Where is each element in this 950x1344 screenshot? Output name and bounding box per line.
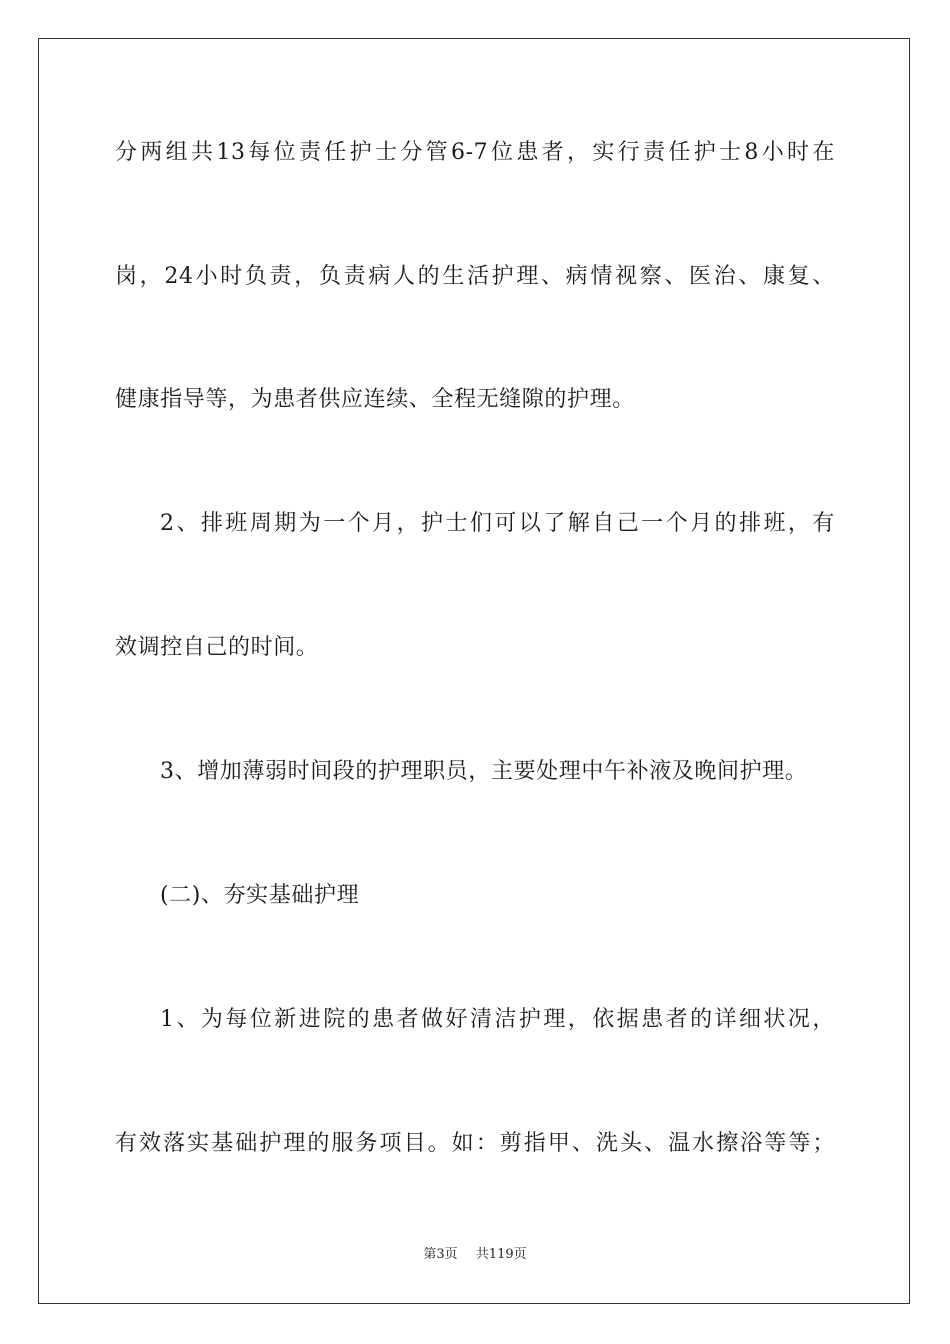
paragraph-line: 岗，24小时负责，负责病人的生活护理、病情视察、医治、康复、 (115, 264, 835, 289)
paragraph-line: 有效落实基础护理的服务项目。如：剪指甲、洗头、温水擦浴等等； (115, 1131, 835, 1156)
page-footer (0, 1246, 950, 1264)
paragraph-line: 2、排班周期为一个月，护士们可以了解自己一个月的排班，有 (160, 511, 835, 536)
paragraph-line: 健康指导等，为患者供应连续、全程无缝隙的护理。 (115, 387, 635, 412)
page-number: 第3页 (423, 1247, 458, 1262)
paragraph-line: 分两组共13每位责任护士分管6-7位患者，实行责任护士8小时在 (115, 140, 835, 165)
section-heading: (二)、夯实基础护理 (160, 883, 360, 908)
paragraph-line: 3、增加薄弱时间段的护理职员，主要处理中午补液及晚间护理。 (160, 759, 808, 784)
total-pages: 共119页 (475, 1247, 527, 1262)
paragraph-line: 1、为每位新进院的患者做好清洁护理，依据患者的详细状况， (160, 1007, 835, 1032)
page-border (38, 38, 910, 1304)
paragraph-line: 效调控自己的时间。 (115, 635, 319, 660)
